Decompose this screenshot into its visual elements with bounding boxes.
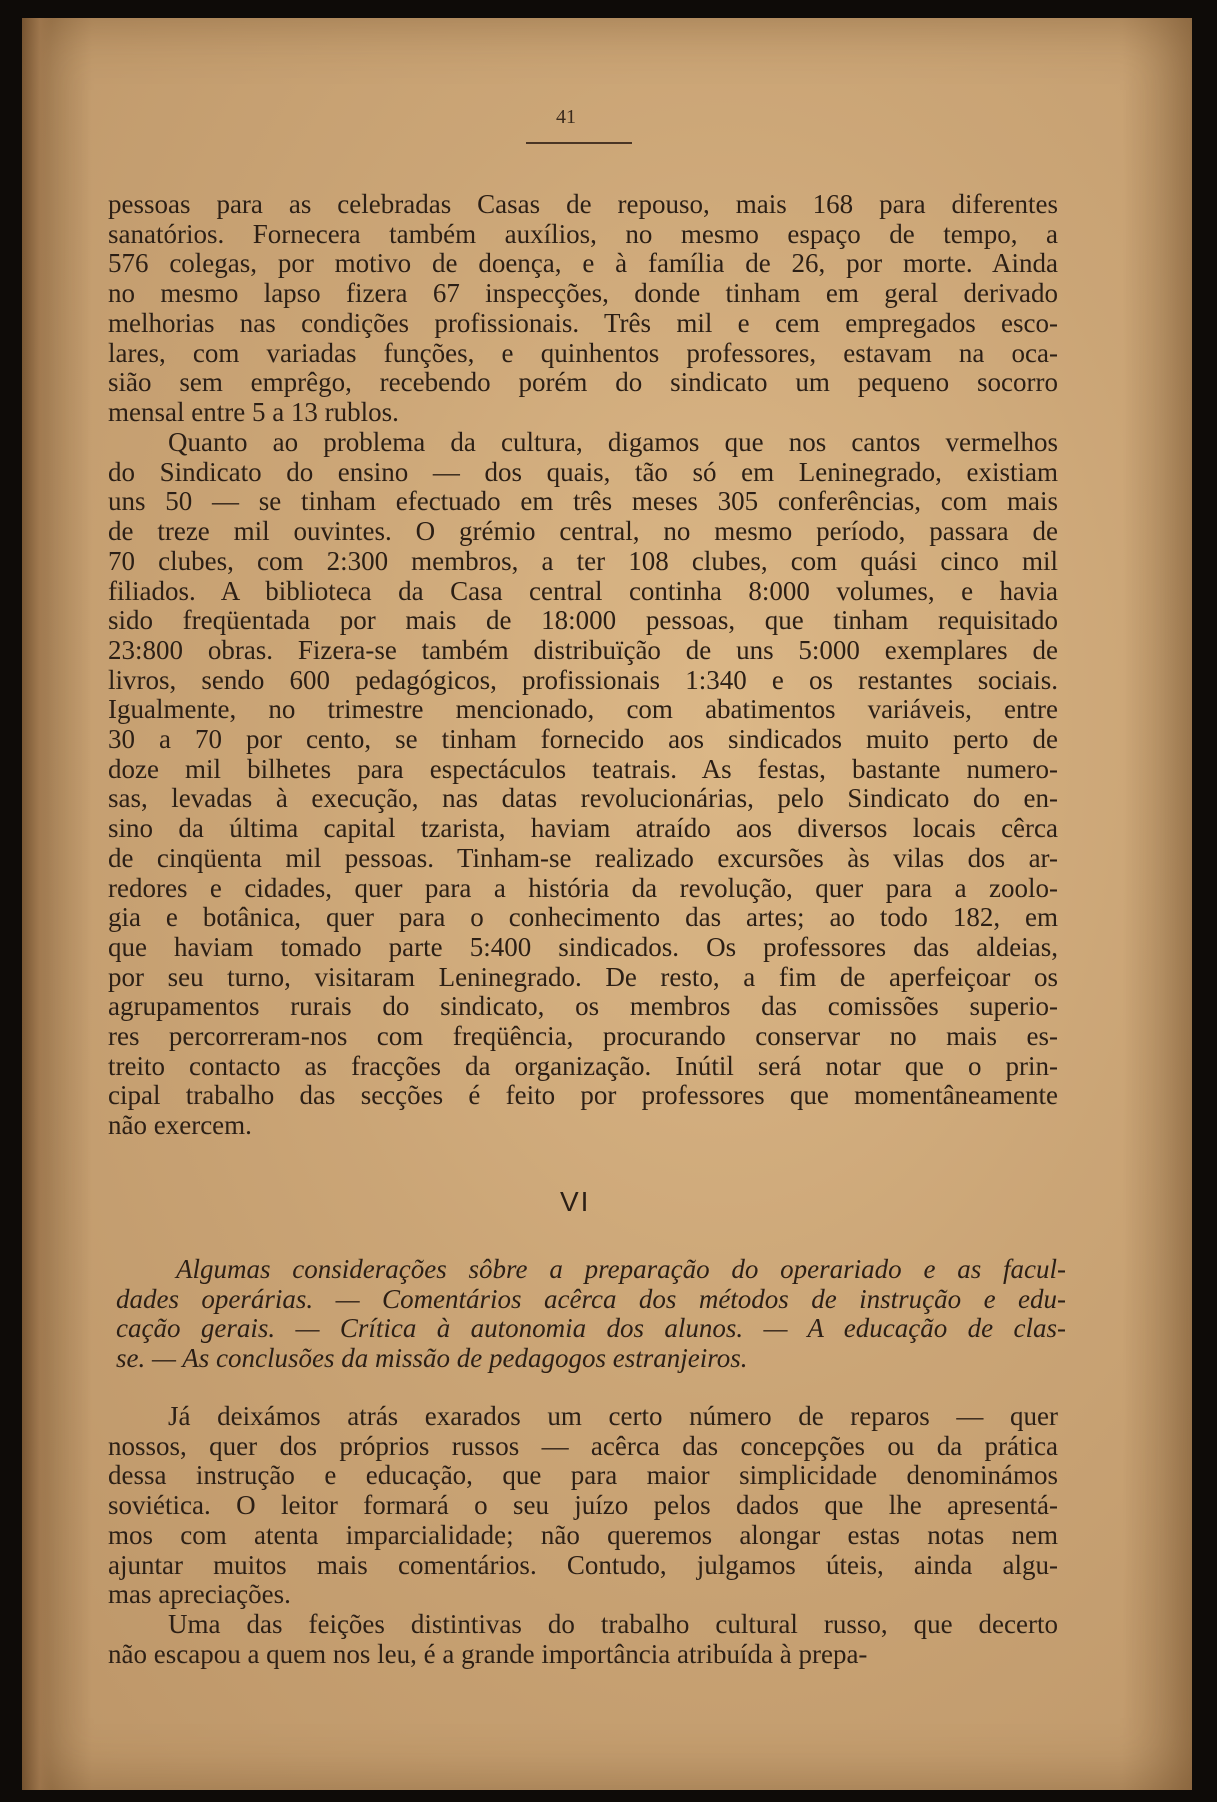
text-line: agrupamentos rurais do sindicato, os membros das comissões superio- bbox=[108, 991, 1058, 1022]
text-line: redores e cidades, quer para a história da revolução, quer para a zoolo- bbox=[108, 872, 1058, 903]
paragraph-4 bbox=[108, 1610, 1058, 1669]
text-line: não escapou a quem nos leu, é a grande importância atribuída à prepa- bbox=[108, 1638, 868, 1669]
text-line: doze mil bilhetes para espectáculos teatrais. As festas, bastante numero- bbox=[108, 753, 1058, 784]
text-line: uns 50 — se tinham efectuado em três meses 305 conferências, com mais bbox=[108, 486, 1058, 517]
paragraph-3 bbox=[108, 1402, 1058, 1610]
text-line: dades operárias. — Comentários acêrca dos métodos de instrução e edu- bbox=[116, 1283, 1066, 1314]
text-line: Algumas considerações sôbre a preparação do operariado e as facul- bbox=[176, 1254, 1066, 1284]
chapter-summary bbox=[116, 1255, 1066, 1374]
paragraph-1 bbox=[108, 190, 1058, 428]
page-number-rule bbox=[526, 142, 632, 144]
text-line: por seu turno, visitaram Leninegrado. De resto, a fim de aperfeiçoar os bbox=[108, 961, 1058, 992]
section-heading: VI bbox=[560, 1186, 591, 1217]
text-line: 70 clubes, com 2:300 membros, a ter 108 clubes, com quási cinco mil bbox=[108, 545, 1058, 576]
text-line: 576 colegas, por motivo de doença, e à família de 26, por morte. Ainda bbox=[108, 248, 1058, 279]
text-line: não exercem. bbox=[108, 1110, 252, 1141]
text-line: ajuntar muitos mais comentários. Contudo, julgamos úteis, ainda algu- bbox=[108, 1549, 1058, 1580]
text-line: sas, levadas à execução, nas datas revolucionárias, pelo Sindicato do en- bbox=[108, 783, 1058, 814]
text-line: nossos, quer dos próprios russos — acêrca das concepções ou da prática bbox=[108, 1430, 1058, 1461]
paragraph-2 bbox=[108, 428, 1058, 1141]
text-line: que haviam tomado parte 5:400 sindicados. Os professores das aldeias, bbox=[108, 931, 1058, 962]
text-line: soviética. O leitor formará o seu juízo pelos dados que lhe apresentá- bbox=[108, 1490, 1058, 1521]
text-line: Já deixámos atrás exarados um certo número de reparos — quer bbox=[168, 1401, 1058, 1431]
text-line: no mesmo lapso fizera 67 inspecções, donde tinham em geral derivado bbox=[108, 278, 1058, 309]
text-line: sião sem emprêgo, recebendo porém do sindicato um pequeno socorro bbox=[108, 367, 1058, 398]
page-number: 41 bbox=[556, 106, 576, 128]
text-line: de cinqüenta mil pessoas. Tinham-se realizado excursões às vilas dos ar- bbox=[108, 842, 1058, 873]
text-line: Uma das feições distintivas do trabalho cultural russo, que decerto bbox=[168, 1609, 1058, 1639]
text-line: mos com atenta imparcialidade; não queremos alongar estas notas nem bbox=[108, 1519, 1058, 1550]
text-line: se. — As conclusões da missão de pedagogos estranjeiros. bbox=[116, 1343, 748, 1374]
text-line: gia e botânica, quer para o conhecimento das artes; ao todo 182, em bbox=[108, 902, 1058, 933]
text-line: pessoas para as celebradas Casas de repouso, mais 168 para diferentes bbox=[108, 189, 1058, 219]
text-line: mas apreciações. bbox=[108, 1579, 291, 1610]
text-line: sanatórios. Fornecera também auxílios, no mesmo espaço de tempo, a bbox=[108, 218, 1058, 249]
text-line: melhorias nas condições profissionais. Três mil e cem empregados esco- bbox=[108, 307, 1058, 338]
text-line: lares, com variadas funções, e quinhentos professores, estavam na oca- bbox=[108, 337, 1058, 368]
text-line: res percorreram-nos com freqüência, procurando conservar no mais es- bbox=[108, 1021, 1058, 1052]
text-line: livros, sendo 600 pedagógicos, profissionais 1:340 e os restantes sociais. bbox=[108, 664, 1058, 695]
text-line: filiados. A biblioteca da Casa central continha 8:000 volumes, e havia bbox=[108, 575, 1058, 606]
text-line: cação gerais. — Crítica à autonomia dos alunos. — A educação de clas- bbox=[116, 1313, 1066, 1344]
text-line: sido freqüentada por mais de 18:000 pessoas, que tinham requisitado bbox=[108, 605, 1058, 636]
text-line: sino da última capital tzarista, haviam atraído aos diversos locais cêrca bbox=[108, 813, 1058, 844]
text-line: do Sindicato do ensino — dos quais, tão só em Leninegrado, existiam bbox=[108, 456, 1058, 487]
text-line: dessa instrução e educação, que para maior simplicidade denominámos bbox=[108, 1460, 1058, 1491]
text-line: de treze mil ouvintes. O grémio central, no mesmo período, passara de bbox=[108, 516, 1058, 547]
text-line: treito contacto as fracções da organização. Inútil será notar que o prin- bbox=[108, 1050, 1058, 1081]
text-line: 30 a 70 por cento, se tinham fornecido aos sindicados muito perto de bbox=[108, 724, 1058, 755]
text-line: Igualmente, no trimestre mencionado, com abatimentos variáveis, entre bbox=[108, 694, 1058, 725]
text-line: 23:800 obras. Fizera-se também distribuïção de uns 5:000 exemplares de bbox=[108, 634, 1058, 665]
text-line: Quanto ao problema da cultura, digamos que nos cantos vermelhos bbox=[168, 427, 1058, 457]
text-line: cipal trabalho das secções é feito por professores que momentâneamente bbox=[108, 1080, 1058, 1111]
page-gutter-shadow bbox=[22, 18, 52, 1790]
text-line: mensal entre 5 a 13 rublos. bbox=[108, 396, 399, 427]
